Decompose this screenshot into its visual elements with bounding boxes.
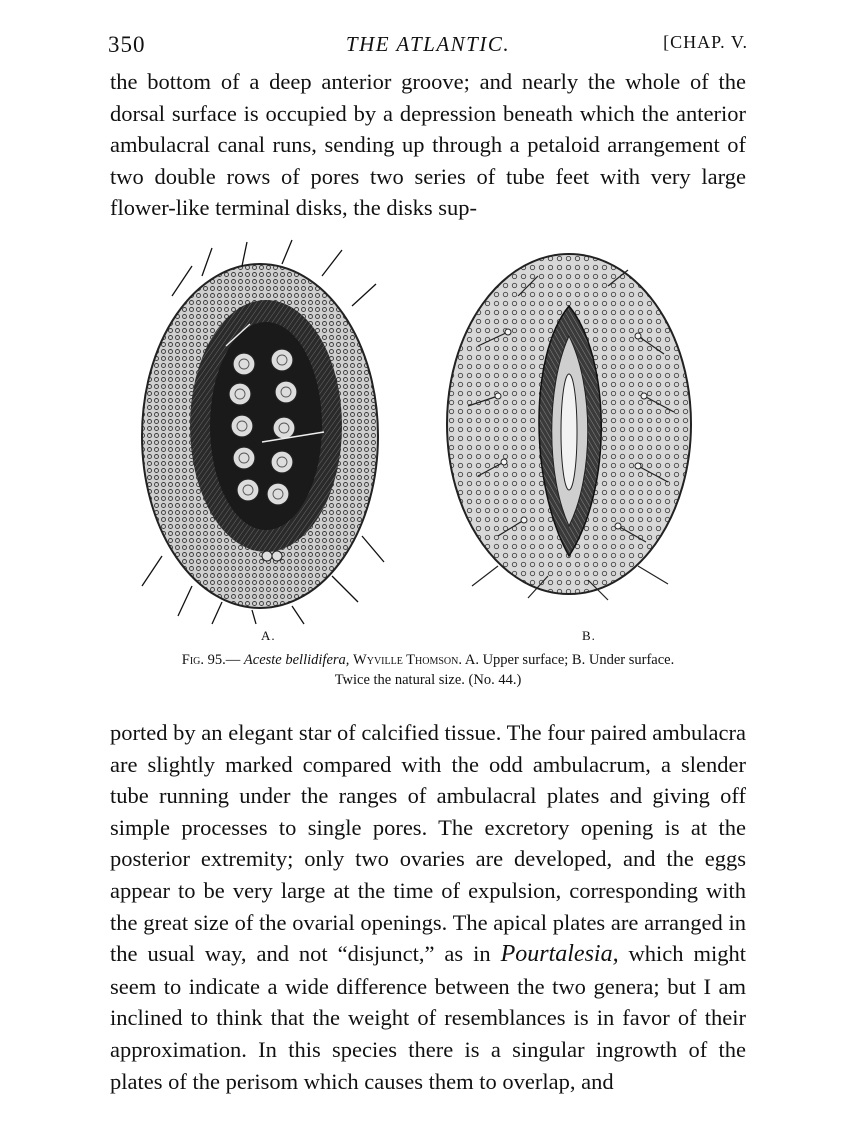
running-title: THE ATLANTIC.: [345, 32, 511, 56]
panel-b-label: B.: [582, 628, 596, 643]
paragraph-bottom-part1: ported by an elegant star of calcified tissue. The four paired ambulacra are slightly marked compared with the odd ambulacrum, a slender tube running under the ranges of ambulacral plates and giving off simple processes to single pores. The excretory opening is at the posterior extremity; only two ovaries are developed, and the eggs appear to be very large at the time of expulsion, corresponding with the great size of the ovarial openings. The apical plates are arranged in the usual way, and not “disjunct,” as in: [110, 720, 746, 967]
paragraph-bottom: [110, 717, 746, 1097]
paragraph-top: the bottom of a deep anterior groove; and nearly the whole of the dorsal surface is occupied by a depression beneath which the anterior ambulacral canal runs, sending up through a petaloid arrangement of two double rows of pores two series of tube feet with very large flower-like terminal disks, the disks sup-: [110, 69, 746, 221]
caption-fig-number: Fig. 95.—: [181, 652, 241, 668]
panel-a-label: A.: [261, 628, 276, 643]
genus-name: Pourtalesia,: [500, 941, 619, 968]
caption-species: Aceste bellidifera,: [243, 652, 350, 668]
caption-description: A. Upper surface; B. Under surface.: [464, 652, 675, 668]
running-head: [108, 32, 748, 62]
page-number: 350: [108, 32, 146, 57]
chapter-reference: [CHAP. V.: [663, 32, 748, 52]
figure-95: [120, 236, 760, 646]
caption-line-2: Twice the natural size. (No. 44.): [334, 672, 522, 688]
figure-caption: [108, 650, 748, 690]
urchin-upper-surface-illustration: [132, 236, 388, 626]
paragraph-bottom-part2: which might seem to indicate a wide difference between the two genera; but I am inclined to think that the weight of resemblances is in favor of their approximation. In this species there is a singular ingrowth of the plates of the perisom which causes them to overlap, and: [110, 941, 746, 1094]
caption-author: Wyville Thomson.: [353, 652, 463, 668]
caption-line-1: [108, 650, 748, 670]
urchin-under-surface-illustration: [438, 236, 700, 606]
